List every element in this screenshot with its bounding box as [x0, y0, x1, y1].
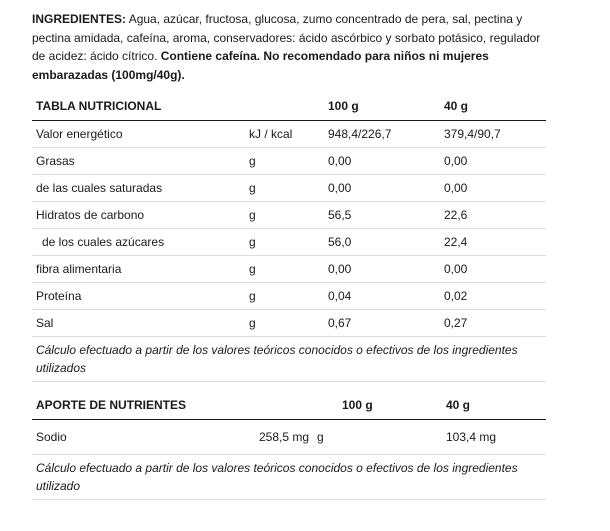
ingredients-section: [32, 10, 546, 84]
row-unit: g: [249, 316, 256, 330]
header-title: APORTE DE NUTRIENTES: [36, 398, 187, 412]
row-per-100g: 0,67: [328, 316, 352, 330]
nutrients-note: Cálculo efectuado a partir de los valores teóricos conocidos o efectivos de los ingredientes utilizado: [32, 455, 546, 500]
row-name: Hidratos de carbono: [36, 208, 145, 222]
table-row: [32, 121, 546, 148]
row-name: Sodio: [36, 430, 67, 444]
row-per-40g: 0,02: [444, 289, 468, 303]
row-per-40g: 379,4/90,7: [444, 127, 501, 141]
header-per-40g: 40 g: [446, 398, 471, 412]
header-per-100g: 100 g: [328, 99, 359, 113]
table-row: [32, 420, 546, 455]
table-row: [32, 175, 546, 202]
row-unit: g: [249, 208, 256, 222]
nutrition-table-header: [32, 92, 546, 121]
row-per-40g: 0,00: [444, 262, 468, 276]
row-unit: g: [249, 289, 256, 303]
row-per-100g: 0,00: [328, 181, 352, 195]
row-per-100g: 0,00: [328, 154, 352, 168]
row-name: de las cuales saturadas: [36, 181, 163, 195]
header-per-100g: 100 g: [342, 398, 373, 412]
row-per-40g: 0,00: [444, 181, 468, 195]
row-per-40g: 22,6: [444, 208, 468, 222]
table-row: [32, 148, 546, 175]
row-name: de los cuales azúcares: [42, 235, 165, 249]
nutrition-table: [32, 92, 546, 382]
row-per-40g: 0,00: [444, 154, 468, 168]
row-unit: g: [249, 181, 256, 195]
nutrients-table-header: [32, 391, 546, 420]
ingredients-paragraph: [32, 10, 546, 84]
row-per-40g: 0,27: [444, 316, 468, 330]
ingredients-text: Agua, azúcar, fructosa, glucosa, zumo concentrado de pera, sal, pectina y pectina amidada, cafeína, aroma, conservadores: ácido ascórbico y sorbato potásico, regulador de acidez: ácido cítrico.: [32, 12, 541, 63]
caffeine-warning: Contiene cafeína. No recomendado para niños ni mujeres embarazadas (100mg/40g).: [32, 49, 489, 82]
row-per-40g: 22,4: [444, 235, 468, 249]
row-unit: g: [317, 430, 324, 444]
row-name: Proteína: [36, 289, 82, 303]
row-name: Sal: [36, 316, 54, 330]
row-per-100g: 0,00: [328, 262, 352, 276]
row-name: Grasas: [36, 154, 75, 168]
table-row: [32, 283, 546, 310]
header-per-40g: 40 g: [444, 99, 469, 113]
row-per-100g: 56,5: [328, 208, 352, 222]
table-row: [32, 256, 546, 283]
row-name: fibra alimentaria: [36, 262, 122, 276]
row-unit: g: [249, 262, 256, 276]
table-row: [32, 310, 546, 337]
nutrition-note: Cálculo efectuado a partir de los valores teóricos conocidos o efectivos de los ingredientes utilizados: [32, 337, 546, 382]
row-per-100g: 0,04: [328, 289, 352, 303]
table-row: [32, 229, 546, 256]
table-row: [32, 202, 546, 229]
row-unit: kJ / kcal: [249, 127, 293, 141]
row-unit: g: [249, 154, 256, 168]
row-per-100g: 56,0: [328, 235, 352, 249]
row-name: Valor energético: [36, 127, 123, 141]
row-per-100g: 948,4/226,7: [328, 127, 392, 141]
ingredients-label: INGREDIENTES:: [32, 12, 127, 26]
header-title: TABLA NUTRICIONAL: [36, 99, 162, 113]
nutrients-table: [32, 391, 546, 500]
row-unit: g: [249, 235, 256, 249]
row-per-100g: 258,5 mg: [259, 430, 310, 444]
row-per-40g: 103,4 mg: [446, 430, 497, 444]
